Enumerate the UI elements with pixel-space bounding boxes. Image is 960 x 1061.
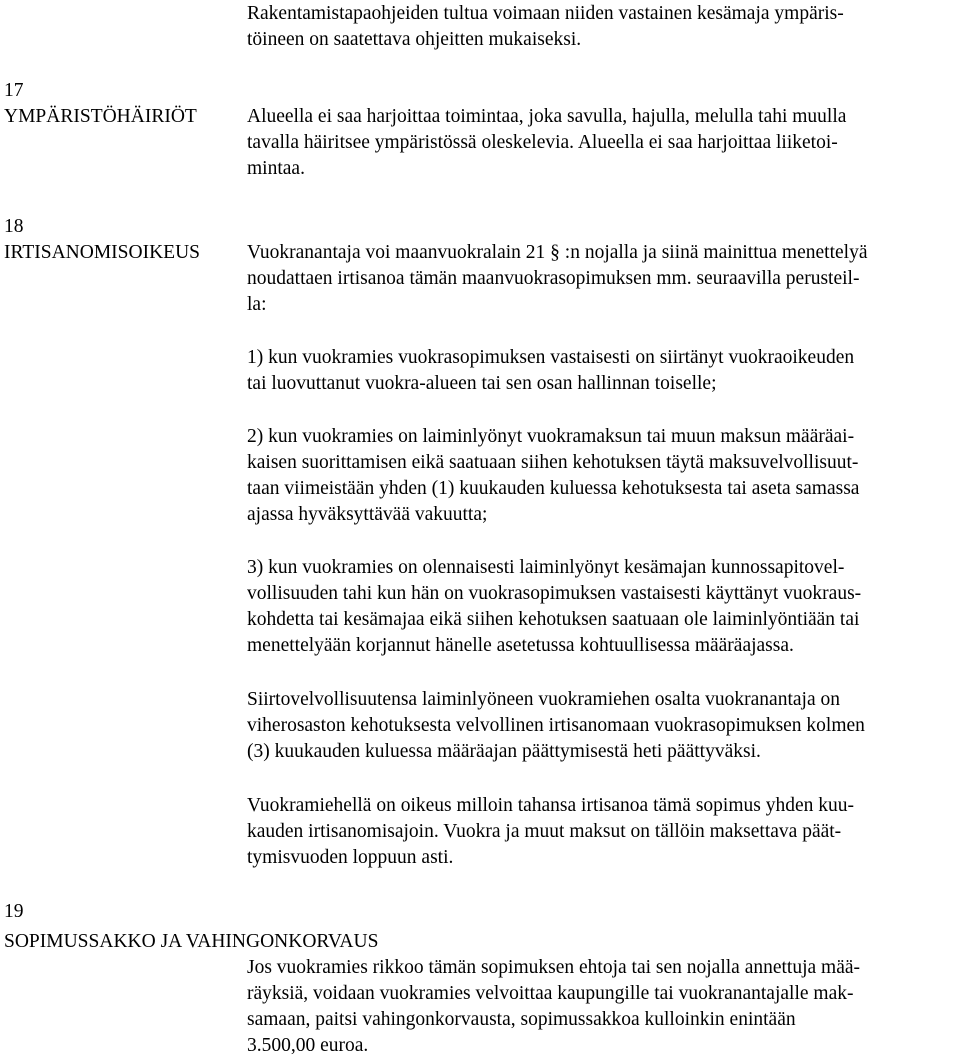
- section-18-intro: [247, 240, 960, 318]
- tenant-line: Vuokramiehellä on oikeus milloin tahansa irtisanoa tämä sopimus yhden kuu-: [247, 795, 854, 816]
- transfer-line: viherosaston kehotuksesta velvollinen irtisanomaan vuokrasopimuksen kolmen: [247, 715, 865, 736]
- section-19-line: Jos vuokramies rikkoo tämän sopimuksen ehtoja tai sen nojalla annettuja mää-: [247, 957, 861, 978]
- section-19-body: [247, 955, 960, 1059]
- section-17-body: [247, 104, 960, 182]
- section-18-intro-line: noudattaen irtisanoa tämän maanvuokrasopimuksen mm. seuraavilla perusteil-: [247, 268, 860, 289]
- tenant-line: tymisvuoden loppuun asti.: [247, 847, 454, 868]
- item-2-line: kaisen suorittamisen eikä saatuaan siihen kehotuksen täytä maksuvelvollisuut-: [247, 452, 859, 473]
- item-1-line: tai luovuttanut vuokra-alueen tai sen osan hallinnan toiselle;: [247, 373, 717, 394]
- section-18-item-1: [247, 345, 960, 397]
- intro-paragraph: [247, 1, 960, 53]
- section-19-heading: SOPIMUSSAKKO JA VAHINGONKORVAUS: [4, 931, 379, 952]
- section-17-line: Alueella ei saa harjoittaa toimintaa, joka savulla, hajulla, melulla tahi muulla: [247, 106, 847, 127]
- section-17-line: tavalla häiritsee ympäristössä oleskelevia. Alueella ei saa harjoittaa liiketoi-: [247, 132, 838, 153]
- item-2-line: taan viimeistään yhden (1) kuukauden kuluessa kehotuksesta tai aseta samassa: [247, 478, 860, 499]
- item-2-line: 2) kun vuokramies on laiminlyönyt vuokramaksun tai muun maksun määräai-: [247, 426, 855, 447]
- transfer-line: Siirtovelvollisuutensa laiminlyöneen vuokramiehen osalta vuokranantaja on: [247, 689, 840, 710]
- section-18-tenant-paragraph: [247, 793, 960, 871]
- section-18-number: 18: [4, 216, 24, 237]
- item-3-line: 3) kun vuokramies on olennaisesti laiminlyönyt kesämajan kunnossapitovel-: [247, 557, 845, 578]
- transfer-line: (3) kuukauden kuluessa määräajan päättymisestä heti päättyväksi.: [247, 741, 761, 762]
- section-18-intro-line: la:: [247, 294, 267, 315]
- section-18-intro-line: Vuokranantaja voi maanvuokralain 21 § :n nojalla ja siinä mainittua menettelyä: [247, 242, 868, 263]
- item-1-line: 1) kun vuokramies vuokrasopimuksen vastaisesti on siirtänyt vuokraoikeuden: [247, 347, 855, 368]
- section-18-transfer-paragraph: [247, 687, 960, 765]
- section-17-heading: YMPÄRISTÖHÄIRIÖT: [4, 106, 197, 127]
- item-3-line: menettelyään korjannut hänelle asetetussa kohtuullisessa määräajassa.: [247, 635, 794, 656]
- section-17-line: mintaa.: [247, 158, 305, 179]
- section-19-number: 19: [4, 901, 24, 922]
- intro-line: töineen on saatettava ohjeitten mukaiseksi.: [247, 29, 582, 50]
- tenant-line: kauden irtisanomisajoin. Vuokra ja muut maksut on tällöin maksettava päät-: [247, 821, 842, 842]
- section-17-number: 17: [4, 80, 24, 101]
- section-18-heading: IRTISANOMISOIKEUS: [4, 242, 200, 263]
- item-3-line: vollisuuden tahi kun hän on vuokrasopimuksen vastaisesti käyttänyt vuokraus-: [247, 583, 862, 604]
- intro-line: Rakentamistapaohjeiden tultua voimaan niiden vastainen kesämaja ympäris-: [247, 3, 844, 24]
- section-19-line: 3.500,00 euroa.: [247, 1035, 369, 1056]
- section-18-item-3: [247, 555, 960, 659]
- section-19-line: räyksiä, voidaan vuokramies velvoittaa kaupungille tai vuokranantajalle mak-: [247, 983, 854, 1004]
- section-18-item-2: [247, 424, 960, 528]
- section-19-line: samaan, paitsi vahingonkorvausta, sopimussakkoa kulloinkin enintään: [247, 1009, 796, 1030]
- item-2-line: ajassa hyväksyttävää vakuutta;: [247, 504, 488, 525]
- item-3-line: kohdetta tai kesämajaa eikä siihen kehotuksen saatuaan ole laiminlyöntiään tai: [247, 609, 860, 630]
